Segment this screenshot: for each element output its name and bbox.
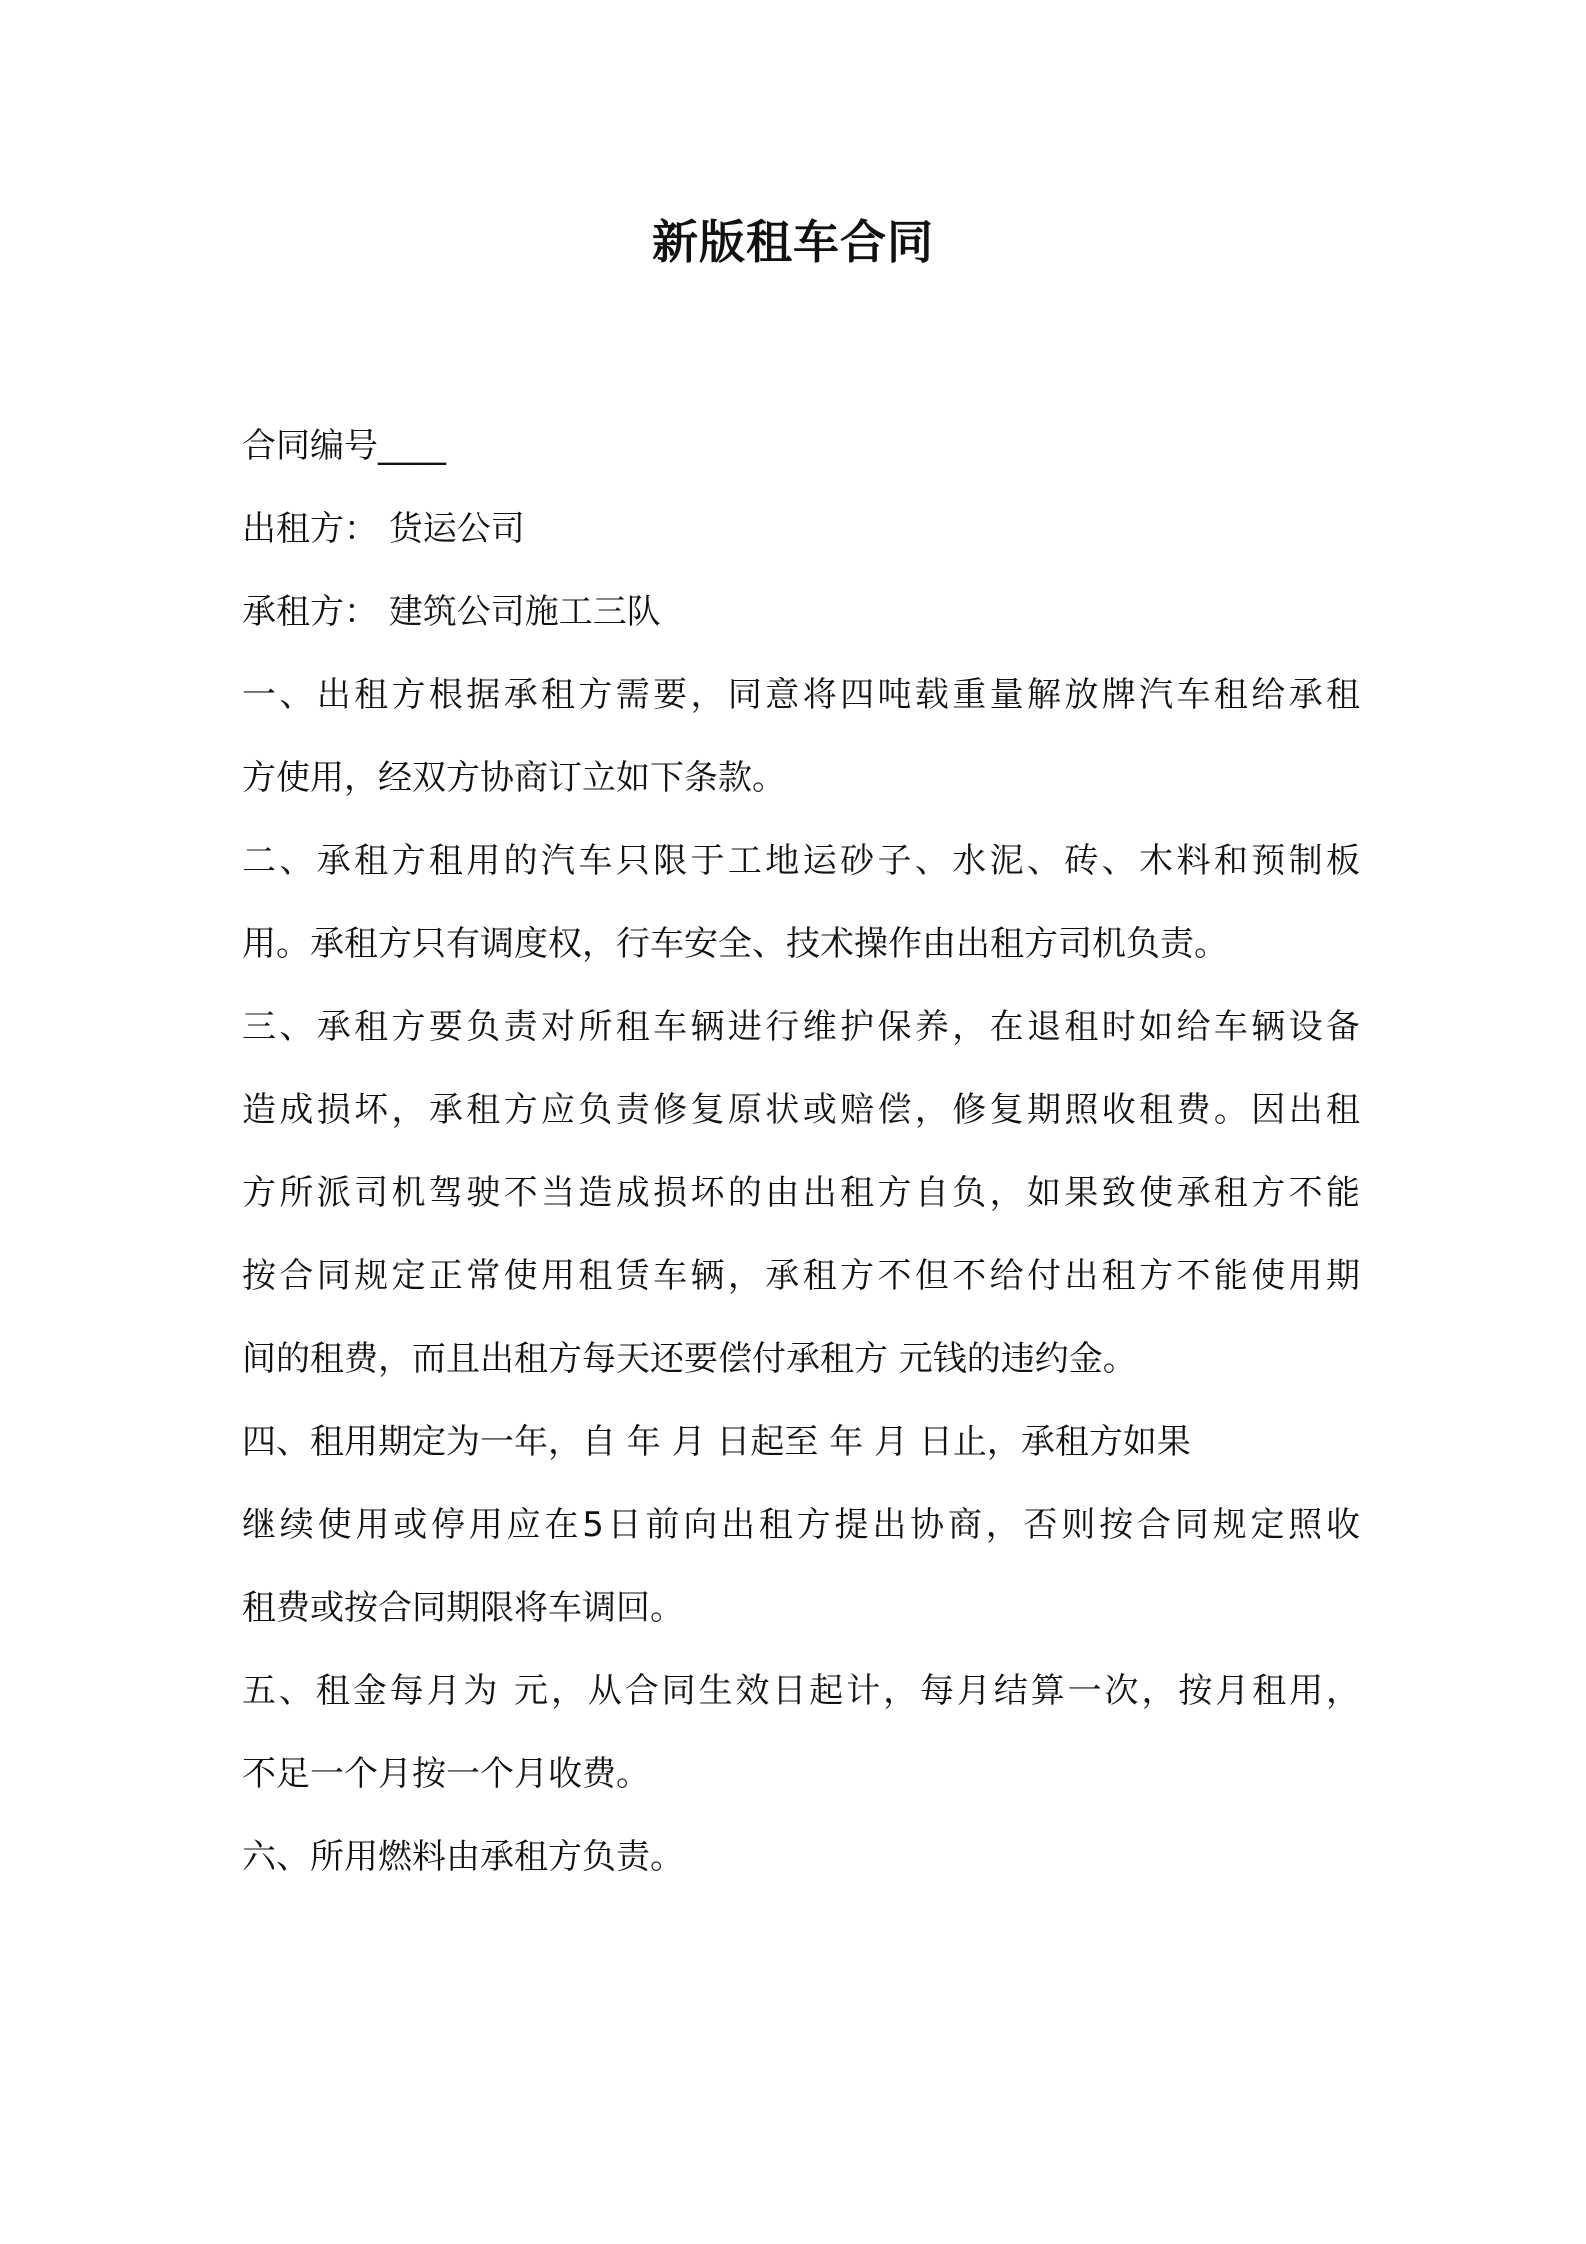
clause-5-line-2: 不足一个月按一个月收费。 bbox=[242, 1754, 650, 1794]
lessor-line: 出租方： 货运公司 bbox=[242, 509, 525, 549]
clause-3-line-3: 方所派司机驾驶不当造成损坏的由出租方自负，如果致使承租方不能 bbox=[242, 1173, 1360, 1213]
clause-3-line-1: 三、承租方要负责对所租车辆进行维护保养，在退租时如给车辆设备 bbox=[242, 1007, 1360, 1047]
clause-4-line-3: 租费或按合同期限将车调回。 bbox=[242, 1588, 684, 1628]
contract-body bbox=[242, 405, 1360, 1899]
clause-3-line-4: 按合同规定正常使用租赁车辆，承租方不但不给付出租方不能使用期 bbox=[242, 1256, 1360, 1296]
lessee-line: 承租方： 建筑公司施工三队 bbox=[242, 592, 661, 632]
document-title: 新版租车合同 bbox=[652, 215, 934, 269]
clause-2-line-1: 二、承租方租用的汽车只限于工地运砂子、水泥、砖、木料和预制板 bbox=[242, 841, 1360, 881]
clause-3-line-2: 造成损坏，承租方应负责修复原状或赔偿，修复期照收租费。因出租 bbox=[242, 1090, 1360, 1130]
clause-2-line-2: 用。承租方只有调度权，行车安全、技术操作由出租方司机负责。 bbox=[242, 924, 1228, 964]
contract-number-line: 合同编号____ bbox=[242, 426, 446, 466]
clause-1-line-2: 方使用，经双方协商订立如下条款。 bbox=[242, 758, 786, 798]
clause-4-line-1: 四、租用期定为一年，自 年 月 日起至 年 月 日止，承租方如果 bbox=[242, 1422, 1191, 1462]
clause-1-line-1: 一、出租方根据承租方需要，同意将四吨载重量解放牌汽车租给承租 bbox=[242, 675, 1360, 715]
clause-5-line-1: 五、租金每月为 元，从合同生效日起计，每月结算一次，按月租用， bbox=[242, 1671, 1360, 1711]
clause-6-line-1: 六、所用燃料由承租方负责。 bbox=[242, 1837, 684, 1877]
clause-3-line-5: 间的租费，而且出租方每天还要偿付承租方 元钱的违约金。 bbox=[242, 1339, 1137, 1379]
clause-4-line-2: 继续使用或停用应在5日前向出租方提出协商，否则按合同规定照收 bbox=[242, 1505, 1360, 1545]
